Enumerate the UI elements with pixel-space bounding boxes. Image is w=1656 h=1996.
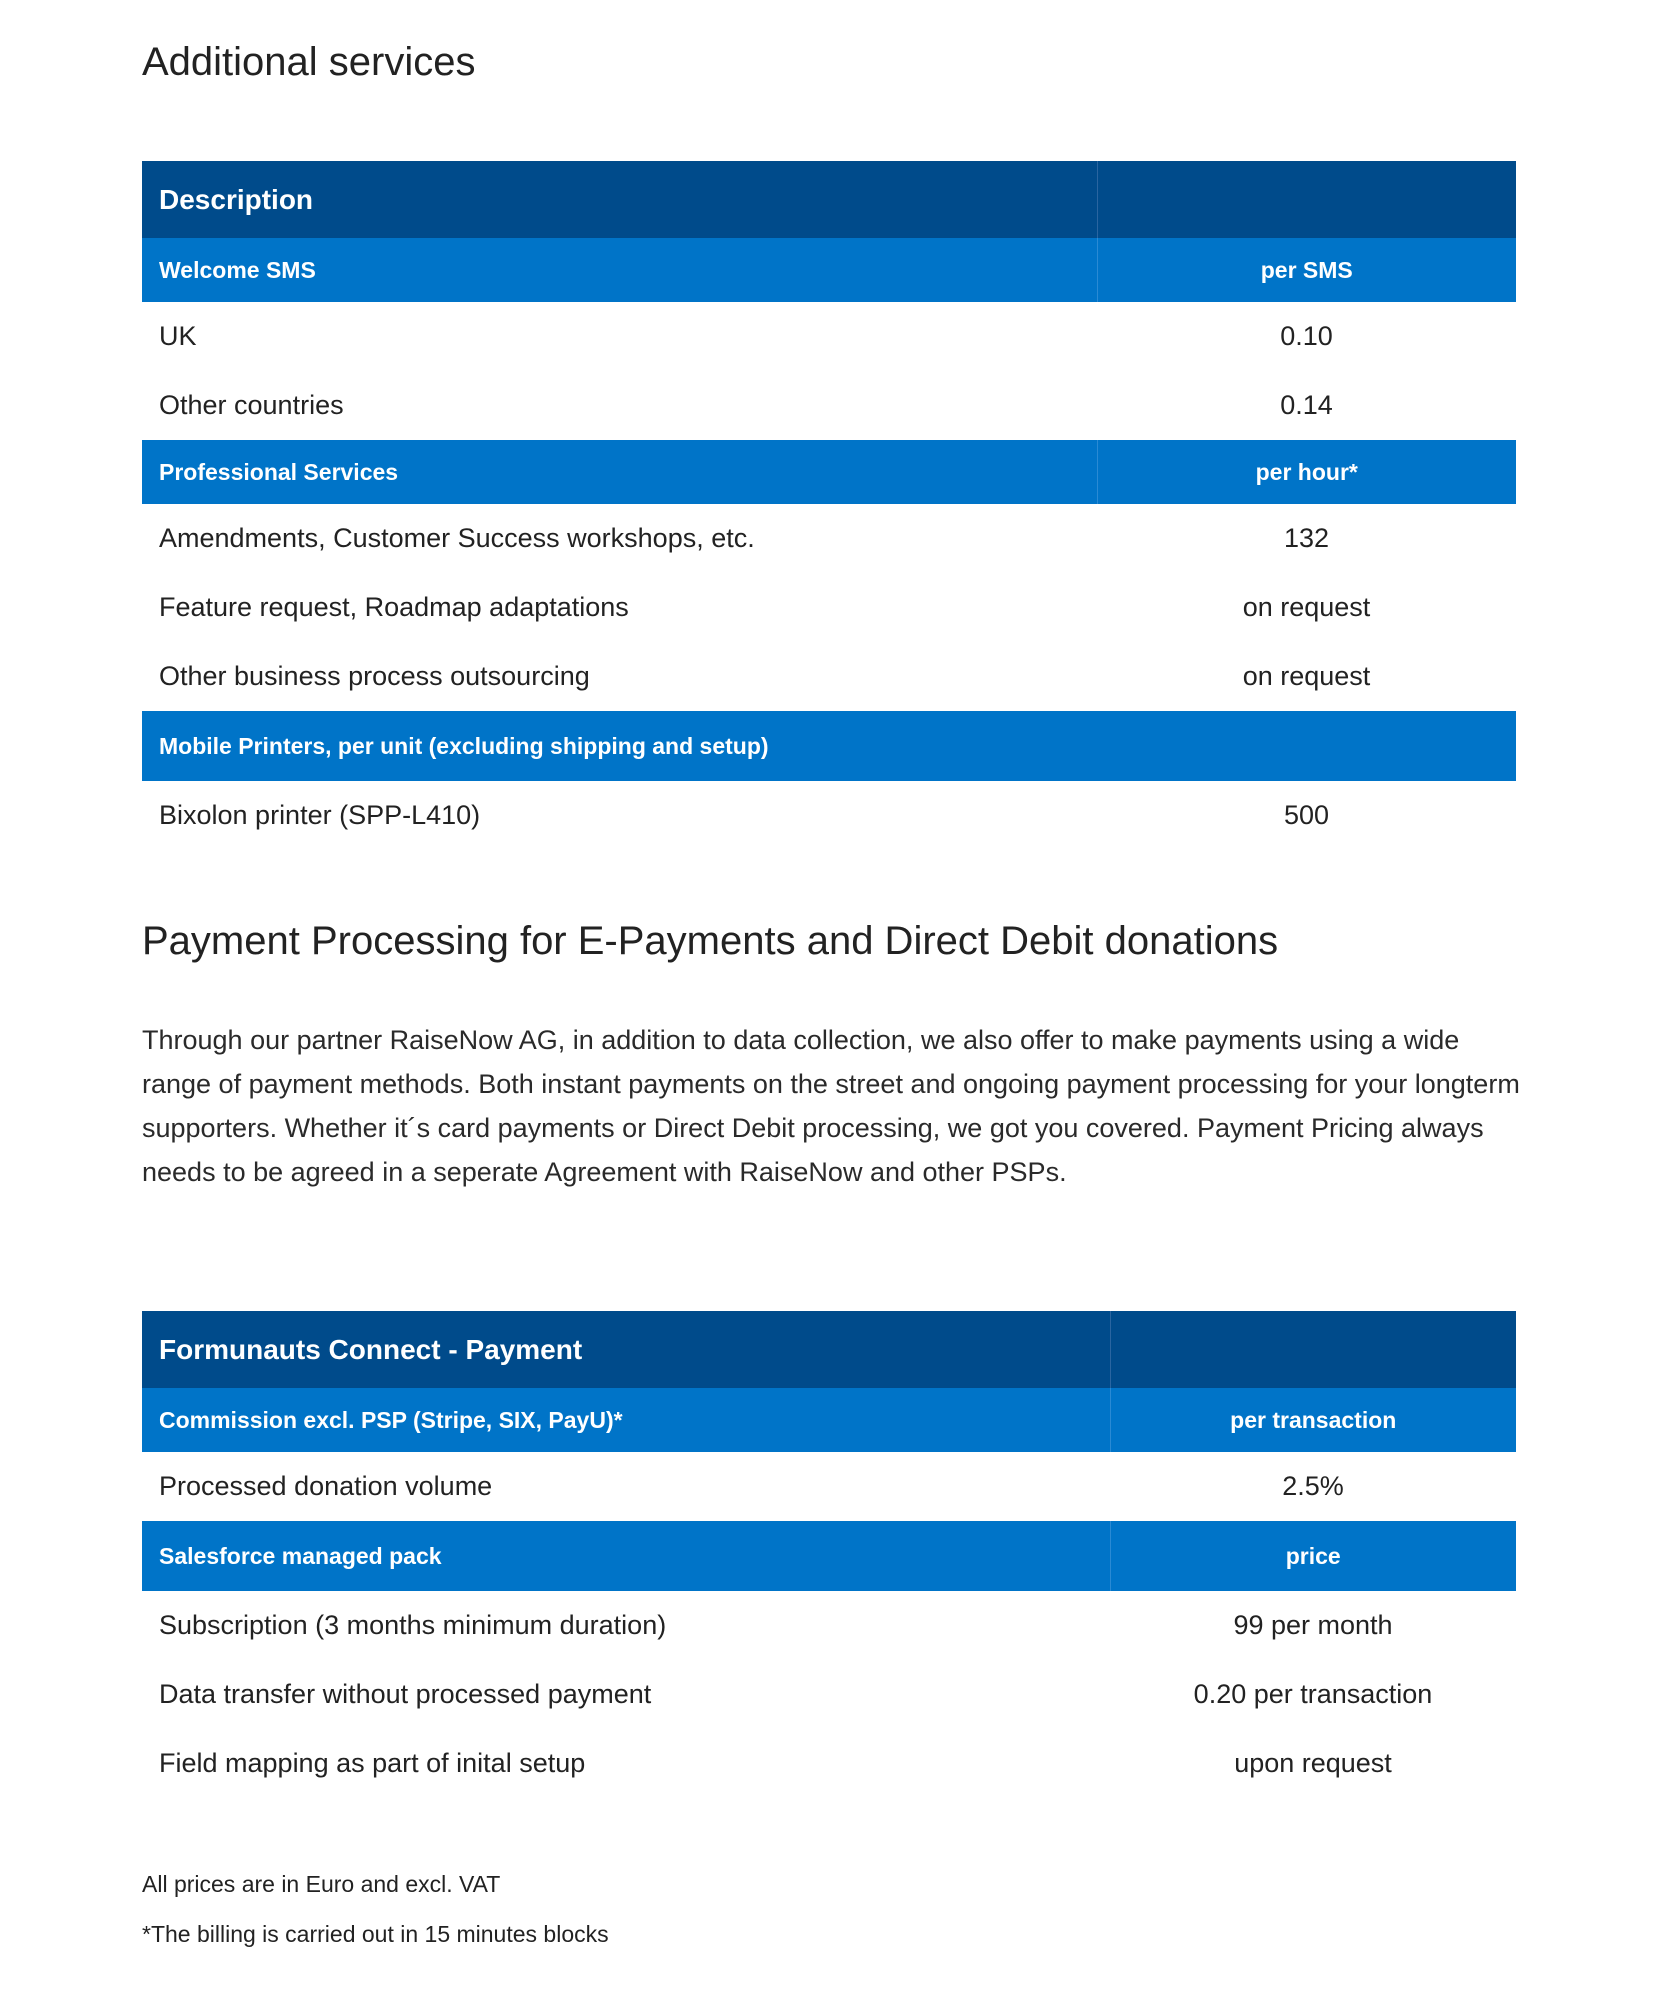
row-value: 132 — [1283, 523, 1330, 553]
note-currency: All prices are in Euro and excl. VAT — [142, 1871, 501, 1897]
header-value — [1110, 1311, 1516, 1388]
table-header-row — [142, 161, 1516, 238]
note-billing: *The billing is carried out in 15 minutes blocks — [142, 1921, 609, 1947]
table-row — [142, 504, 1516, 573]
row-value: 0.10 — [1280, 321, 1333, 351]
table-row — [142, 573, 1516, 642]
row-value: 99 per month — [1233, 1610, 1393, 1640]
group-header-row — [142, 440, 1516, 504]
group-label: Salesforce managed pack — [142, 1521, 1110, 1591]
row-label: Bixolon printer (SPP-L410) — [159, 800, 481, 830]
table-header-row — [142, 1311, 1516, 1388]
row-label: Field mapping as part of inital setup — [159, 1748, 586, 1778]
intro-paragraph: Through our partner RaiseNow AG, in addition to data collection, we also offer to make payments using a wide range of payment methods. Both instant payments on the street and ongoing payment processing for your longterm supporters. Whether it´s card payments or Direct Debit processing, we got you covered. Payment Pricing always needs to be agreed in a seperate Agreement with RaiseNow and other PSPs. — [142, 1025, 1520, 1187]
group-label: Professional Services — [142, 440, 1097, 504]
header-description: Description — [142, 161, 1097, 238]
group-unit: per SMS — [1097, 238, 1516, 302]
group-header-row — [142, 711, 1516, 781]
row-label: Feature request, Roadmap adaptations — [159, 592, 629, 622]
group-header-row — [142, 1521, 1516, 1591]
payment-table — [142, 1311, 1516, 1798]
row-value: 500 — [1283, 800, 1330, 830]
row-label: Amendments, Customer Success workshops, etc. — [159, 523, 755, 553]
row-value: on request — [1242, 661, 1371, 691]
row-value: on request — [1242, 592, 1371, 622]
row-label: Other countries — [159, 390, 344, 420]
row-label: Data transfer without processed payment — [159, 1679, 652, 1709]
row-value: 0.14 — [1280, 390, 1333, 420]
row-label: Processed donation volume — [159, 1471, 493, 1501]
row-label: Subscription (3 months minimum duration) — [159, 1610, 667, 1640]
row-value: 0.20 per transaction — [1193, 1679, 1433, 1709]
group-header-row — [142, 1388, 1516, 1452]
group-label: Commission excl. PSP (Stripe, SIX, PayU)* — [142, 1388, 1110, 1452]
group-header-row — [142, 238, 1516, 302]
table-row — [142, 371, 1516, 440]
row-value: upon request — [1234, 1748, 1392, 1778]
additional-services-table — [142, 161, 1516, 850]
group-unit: per hour* — [1097, 440, 1516, 504]
section-title-additional-services: Additional services — [142, 40, 476, 84]
table-row — [142, 642, 1516, 711]
group-label: Welcome SMS — [142, 238, 1097, 302]
table-row — [142, 1660, 1516, 1729]
row-value: 2.5% — [1282, 1471, 1344, 1501]
table-row — [142, 302, 1516, 371]
header-value — [1097, 161, 1516, 238]
table-row — [142, 1452, 1516, 1521]
section-title-payment-processing: Payment Processing for E-Payments and Direct Debit donations — [142, 919, 1279, 963]
group-label: Mobile Printers, per unit (excluding shipping and setup) — [142, 711, 1516, 781]
table-row — [142, 1591, 1516, 1660]
table-row — [142, 781, 1516, 850]
group-unit: per transaction — [1110, 1388, 1516, 1452]
table-row — [142, 1729, 1516, 1798]
group-unit: price — [1110, 1521, 1516, 1591]
header-description: Formunauts Connect - Payment — [142, 1311, 1110, 1388]
row-label: Other business process outsourcing — [159, 661, 590, 691]
row-label: UK — [159, 321, 197, 351]
